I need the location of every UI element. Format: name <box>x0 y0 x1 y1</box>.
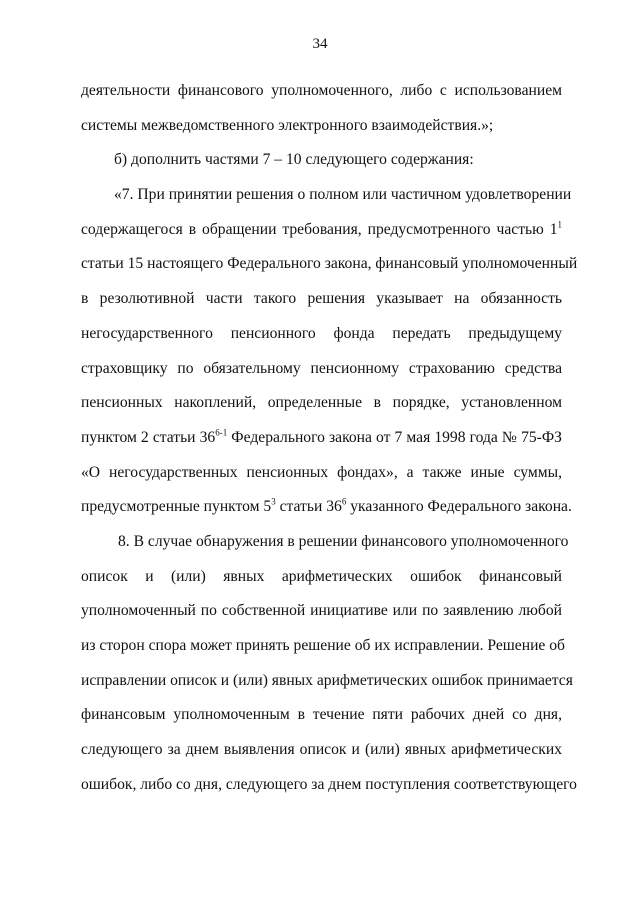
superscript: 6-1 <box>215 427 228 438</box>
text-line: деятельности финансового уполномоченного, либо с использованием <box>81 82 562 99</box>
text-line <box>81 421 562 456</box>
text-line <box>81 213 562 248</box>
text-line: ошибок, либо со дня, следующего за днем поступления соответствующего <box>81 775 577 793</box>
text-segment: статьи 36 <box>275 498 342 516</box>
superscript: 6 <box>341 496 347 507</box>
text-line: в резолютивной части такого решения указывает на обязанность <box>81 290 562 308</box>
text-line: системы межведомственного электронного взаимодействия.»; <box>81 116 494 134</box>
superscript: 1 <box>557 219 562 230</box>
text-line: «7. При принятии решения о полном или частичном удовлетворении <box>114 186 572 204</box>
text-line: финансовым уполномоченным в течение пяти рабочих дней со дня, <box>81 706 562 724</box>
text-line <box>81 490 572 525</box>
text-line: б) дополнить частями 7 – 10 следующего содержания: <box>114 151 474 169</box>
text-segment: Федерального закона от 7 мая 1998 года № 75-ФЗ <box>227 428 562 446</box>
text-line: из сторон спора может принять решение об их исправлении. Решение об <box>81 637 565 654</box>
text-line: уполномоченный по собственной инициативе или по заявлению любой <box>81 602 562 620</box>
text-line: описок и (или) явных арифметических ошибок финансовый <box>81 567 562 585</box>
text-line: страховщику по обязательному пенсионному страхованию средства <box>81 359 562 377</box>
text-segment: предусмотренные пунктом 5 <box>81 498 272 516</box>
text-line: «О негосударственных пенсионных фондах», а также иные суммы, <box>81 463 562 481</box>
text-line: негосударственного пенсионного фонда передать предыдущему <box>81 324 562 342</box>
text-line: пенсионных накоплений, определенные в порядке, установленном <box>81 394 562 412</box>
text-line: исправлении описок и (или) явных арифметических ошибок принимается <box>81 671 573 689</box>
page-number: 34 <box>312 36 328 52</box>
text-segment: содержащегося в обращении требования, предусмотренного частью 1 <box>81 220 558 238</box>
text-segment: пунктом 2 статьи 36 <box>81 428 216 446</box>
superscript: 3 <box>271 496 276 507</box>
text-line: следующего за днем выявления описок и (или) явных арифметических <box>81 741 562 759</box>
text-segment: указанного Федерального закона. <box>346 498 572 516</box>
text-line: 8. В случае обнаружения в решении финансового уполномоченного <box>118 532 569 550</box>
document-body <box>81 74 578 802</box>
text-line: статьи 15 настоящего Федерального закона, финансовый уполномоченный <box>81 255 578 273</box>
